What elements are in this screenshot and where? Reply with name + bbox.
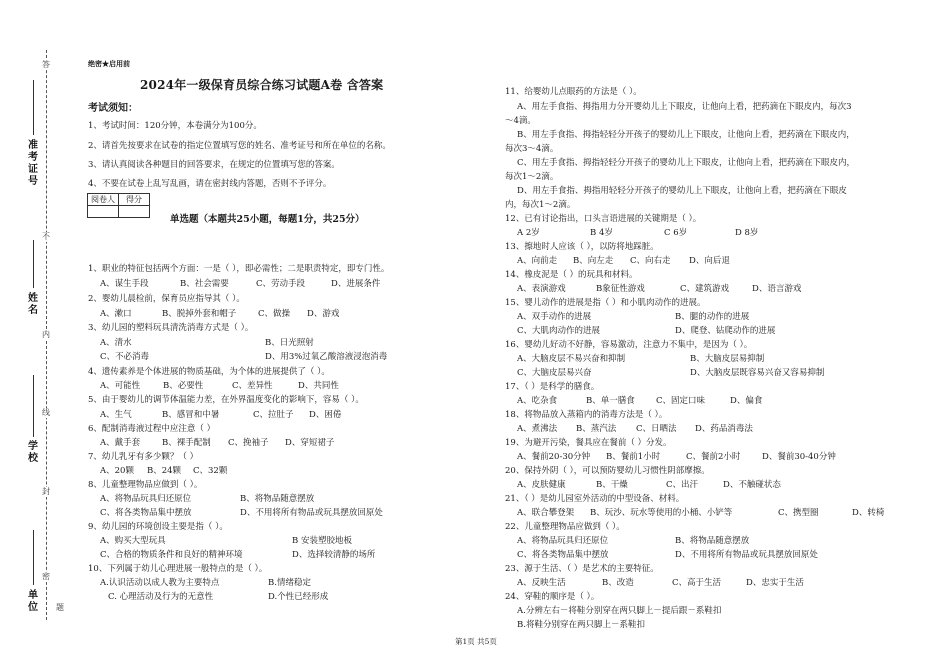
option: A、谋生手段 — [100, 279, 149, 289]
option: D、偏食 — [730, 396, 763, 406]
option: A、餐前20-30分钟 — [517, 452, 591, 462]
question-line: C、用左手食指、拇指轻轻分开孩子的婴幼儿上下眼皮，让他向上看，把药滴在下眼皮内， — [517, 158, 856, 168]
option: C、拉肚子 — [253, 410, 294, 420]
option: C、餐前2小时 — [686, 452, 741, 462]
option: A、清水 — [100, 338, 132, 348]
option: B、社会需要 — [180, 279, 229, 289]
seal-char: 题 — [56, 603, 64, 612]
option: A、皮肤健康 — [517, 480, 566, 490]
question-line: 21、（ ）是幼儿园室外活动的中型设备、材料。 — [505, 494, 685, 504]
option: D、用3%过氧乙酸溶液浸泡消毒 — [265, 352, 388, 362]
page-title: 2024年一级保育员综合练习试题A卷 含答案 — [140, 78, 384, 92]
option: B、日光照射 — [265, 338, 314, 348]
option: A、将物品玩具归还原位 — [517, 536, 609, 546]
option: A、戴手套 — [100, 438, 141, 448]
option: D、忠实于生活 — [746, 578, 804, 588]
option: C、劳动手段 — [256, 279, 306, 289]
option: D、大脑皮层既容易兴奋又容易抑制 — [690, 368, 825, 378]
name-label: 姓名 — [28, 293, 38, 316]
option: C、固定口味 — [656, 396, 706, 406]
reviewer-cell[interactable] — [88, 206, 119, 218]
question-line: 18、将物品放入蒸箱内的消毒方法是（ ）。 — [505, 410, 668, 420]
option: C 6岁 — [664, 228, 688, 238]
option: C、不必消毒 — [100, 352, 150, 362]
question-line: 17、（ ）是科学的膳食。 — [505, 382, 600, 392]
option: A.认识活动以成人教为主要特点 — [100, 578, 220, 588]
option: B 4岁 — [590, 228, 613, 238]
score-cell[interactable] — [119, 206, 150, 218]
option: B、蒸汽法 — [576, 424, 617, 434]
question-line: 24、穿鞋的顺序是（ ）。 — [505, 592, 600, 602]
option: D、困倦 — [309, 410, 342, 420]
question-line: 22、儿童整理物品应做到（ ）。 — [505, 522, 625, 532]
option: D、向后退 — [689, 256, 730, 266]
option: C、差异性 — [232, 381, 273, 391]
question-line: 12、已有讨论指出，口头言语进展的关键期是（ ）。 — [505, 214, 702, 224]
score-table — [87, 193, 150, 218]
option: A、双手动作的进展 — [517, 312, 592, 322]
option: B、将物品随意摆放 — [675, 536, 750, 546]
option: A、向前走 — [517, 256, 558, 266]
page-number: 第1页 共5页 — [455, 637, 497, 646]
option: C、携型圈 — [778, 508, 819, 518]
option: C、将各类物品集中摆放 — [517, 550, 609, 560]
exam-id-label: 准考证号 — [28, 140, 38, 187]
option: B、干燥 — [596, 480, 628, 490]
seal-char: 内 — [42, 330, 50, 339]
option: A、将物品玩具归还原位 — [100, 494, 192, 504]
option: C、32颗 — [193, 466, 228, 476]
option: D、不触碰状态 — [723, 480, 781, 490]
option: B、将物品随意摆放 — [240, 494, 315, 504]
unit-label: 单位 — [28, 590, 38, 613]
question-line: 13、擦地时人应该（ ），以防将地踩脏。 — [505, 242, 659, 252]
option: B、裸手配制 — [162, 438, 211, 448]
question-line: 8、儿童整理物品应做到（ ）。 — [88, 480, 203, 490]
option: B、餐前1小时 — [606, 452, 661, 462]
option: C、合格的物质条件和良好的精神环境 — [100, 550, 243, 560]
question-line: 9、幼儿园的环境创设主要是指（ ）。 — [88, 522, 228, 532]
option: B象征性游戏 — [596, 284, 645, 294]
reviewer-header: 阅卷人 — [88, 194, 119, 206]
exam-id-field[interactable] — [33, 80, 34, 135]
question-line: 2、婴幼儿晨检前，保育员应指导其（ ）。 — [88, 294, 245, 304]
option: B、向左走 — [573, 256, 614, 266]
option: C、日晒法 — [636, 424, 677, 434]
option: B、大脑皮层易抑制 — [690, 354, 765, 364]
question-line: 内，每次1～2滴。 — [505, 200, 576, 210]
notice-item: 3、请认真阅读各种题目的回答要求，在规定的位置填写您的答案。 — [88, 160, 340, 170]
score-header: 得分 — [119, 194, 150, 206]
notice-item: 1、考试时间：120分钟，本卷满分为100分。 — [88, 121, 262, 131]
question-line: B、用左手食指、拇指轻轻分开孩子的婴幼儿上下眼皮，让他向上看，把药滴在下眼皮内， — [517, 130, 855, 140]
option: D、穿短裙子 — [285, 438, 335, 448]
question-line: 16、婴幼儿好动不好静，容易激动，注意力不集中，是因为（ ）。 — [505, 340, 753, 350]
question-line: 5、由于婴幼儿的调节体温能力差，在外界温度变化的影响下，容易（ ）。 — [88, 395, 364, 405]
seal-char: 线 — [42, 408, 50, 417]
section-heading: 单选题（本题共25小题，每题1分，共25分） — [170, 214, 365, 225]
option: B、改造 — [602, 578, 634, 588]
option: B、感冒和中暑 — [162, 410, 220, 420]
option: D、餐前30-40分钟 — [762, 452, 836, 462]
option: D、选择较清静的场所 — [292, 550, 376, 560]
option: B、24颗 — [147, 466, 182, 476]
question-line: 每次1～2滴。 — [505, 172, 559, 182]
question-line: A、用左手食指、拇指用力分开婴幼儿上下眼皮，让他向上看，把药滴在下眼皮内，每次3 — [517, 102, 852, 112]
option: A 2岁 — [517, 228, 540, 238]
option: D、语言游戏 — [752, 284, 802, 294]
option: B、腿的动作的进展 — [675, 312, 750, 322]
question-line: 20、保持外阴（ ），可以预防婴幼儿习惯性阴部摩擦。 — [505, 466, 710, 476]
question-line: D、用左手食指、拇指用轻轻分开孩子的婴幼儿上下眼皮，让他向上看，把药滴在下眼皮 — [517, 186, 847, 196]
option: C、出汗 — [666, 480, 699, 490]
option: D、进展条件 — [331, 279, 381, 289]
question-line: 4、遗传素养是个体进展的物质基础，为个体的进展提供了（ ）。 — [88, 367, 330, 377]
question-line: 1、职业的特征包括两个方面：一是（ ），即必需性；二是职责特定，即专门性。 — [88, 264, 390, 274]
option: A、20颗 — [100, 466, 134, 476]
seal-char: 密 — [42, 572, 50, 581]
option: A、生气 — [100, 410, 132, 420]
option: A、联合攀登架 — [517, 508, 575, 518]
question-line: 7、幼儿乳牙有多少颗？（ ） — [88, 452, 199, 462]
option: C、向右走 — [630, 256, 671, 266]
option: C、做操 — [258, 309, 291, 319]
option: A、可能性 — [100, 381, 141, 391]
question-line: 10、下列属于幼儿心理进展一般特点的是（ ）。 — [88, 564, 268, 574]
option: D、不用将所有物品或玩具摆放回原处 — [675, 550, 818, 560]
option: B、单一膳食 — [586, 396, 635, 406]
option: D、药品消毒法 — [695, 424, 753, 434]
name-field[interactable] — [33, 240, 34, 288]
option: A、煮沸法 — [517, 424, 558, 434]
option: C、建筑游戏 — [680, 284, 730, 294]
question-line: 每次3～4滴。 — [505, 144, 559, 154]
seal-char: 不 — [42, 232, 50, 241]
option: B、玩沙、玩水等使用的小桶、小铲等 — [590, 508, 733, 518]
question-line: 15、婴儿动作的进展是指（ ）和小肌肉动作的进展。 — [505, 298, 706, 308]
question-line: 23、源于生活、（ ）是艺术的主要特征。 — [505, 564, 659, 574]
seal-char: 封 — [42, 487, 50, 496]
question-line: 6、配制消毒液过程中应注意（ ） — [88, 424, 216, 434]
option: C、大肌肉动作的进展 — [517, 326, 601, 336]
option: B、必要性 — [163, 381, 204, 391]
school-label: 学校 — [28, 441, 38, 464]
school-field[interactable] — [33, 375, 34, 437]
notice-item: 4、不要在试卷上乱写乱画，请在密封线内答题，否则不予评分。 — [88, 179, 332, 189]
option: D、爬登、钻爬动作的进展 — [675, 326, 776, 336]
question-line: 11、给婴幼儿点眼药的方法是（ ）。 — [505, 87, 642, 97]
seal-char: 答 — [42, 60, 50, 69]
question-line: 14、橡皮泥是（ ）的玩具和材料。 — [505, 270, 638, 280]
option: C、挽袖子 — [228, 438, 269, 448]
option: A、大脑皮层不易兴奋和抑制 — [517, 354, 626, 364]
option: C、将各类物品集中摆放 — [100, 508, 192, 518]
option: B 安装塑胶地板 — [292, 536, 352, 546]
option: A、反映生活 — [517, 578, 566, 588]
question-line: A.分辨左右－将鞋分别穿在两只脚上－提后跟－系鞋扣 — [517, 606, 722, 616]
question-line: 19、为避开污染，餐具应在餐前（ ）分发。 — [505, 438, 672, 448]
option: C、高于生活 — [672, 578, 722, 588]
unit-field[interactable] — [33, 530, 34, 585]
option: D 8岁 — [735, 228, 759, 238]
question-line: 3、幼儿园的塑料玩具清洗消毒方式是（ ）。 — [88, 323, 254, 333]
option: D、游戏 — [307, 309, 340, 319]
option: D、不用将所有物品或玩具摆放回原处 — [240, 508, 383, 518]
option: C、大脑皮层易兴奋 — [517, 368, 592, 378]
option: A、表演游戏 — [517, 284, 566, 294]
question-line: ～4滴。 — [505, 116, 536, 126]
secret-mark: 绝密★启用前 — [88, 59, 130, 68]
option: C. 心理活动及行为的无意性 — [108, 592, 214, 602]
option: D、转椅 — [852, 508, 885, 518]
option: A、购买大型玩具 — [100, 536, 166, 546]
binding-margin — [0, 0, 64, 671]
notice-item: 2、请首先按要求在试卷的指定位置填写您的姓名、准考证号和所在单位的名称。 — [88, 141, 391, 151]
notice-heading: 考试须知： — [88, 103, 138, 114]
option: A、漱口 — [100, 309, 132, 319]
option: B、脱掉外套和帽子 — [162, 309, 237, 319]
option: A、吃杂食 — [517, 396, 558, 406]
question-line: B.将鞋分别穿在两只脚上－系鞋扣 — [517, 620, 645, 630]
option: D.个性已经形成 — [268, 592, 329, 602]
option: D、共同性 — [298, 381, 339, 391]
option: B.情绪稳定 — [268, 578, 311, 588]
